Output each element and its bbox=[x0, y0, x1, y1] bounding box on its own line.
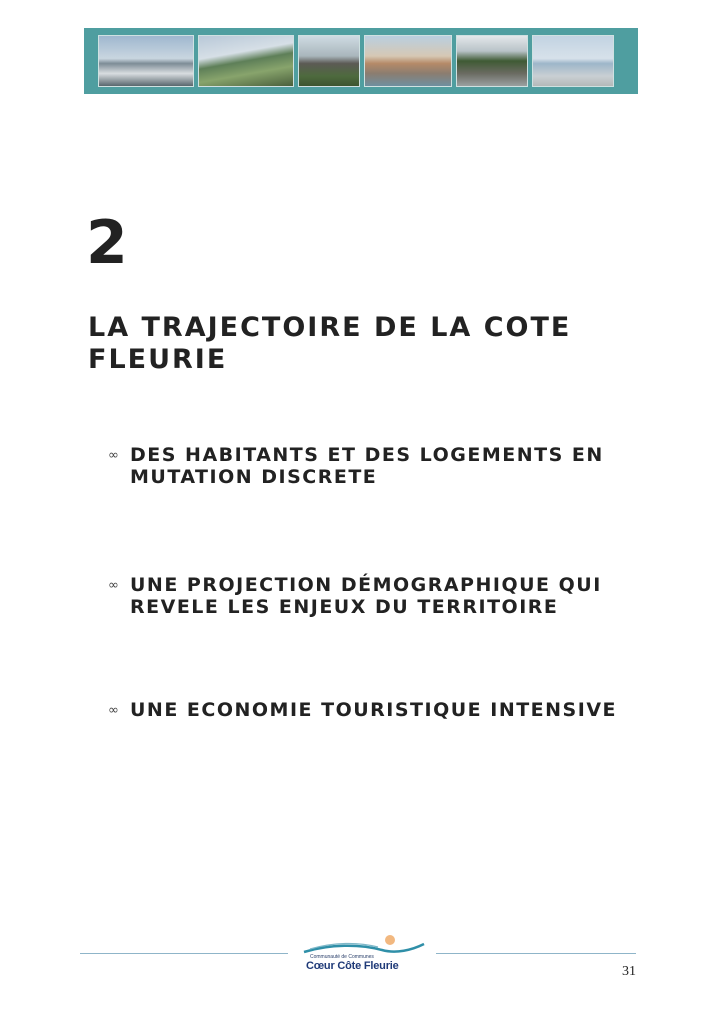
topic-text: DES HABITANTS ET DES LOGEMENTS EN MUTATION DISCRETE bbox=[130, 444, 604, 488]
footer-divider-right bbox=[436, 953, 636, 954]
town-photo bbox=[364, 35, 452, 87]
photo-banner bbox=[84, 28, 638, 94]
topic-item bbox=[108, 574, 648, 618]
logo-subtitle: Communauté de Communes bbox=[310, 954, 374, 960]
cottage-photo bbox=[456, 35, 528, 87]
beach-photo bbox=[532, 35, 614, 87]
page-number: 31 bbox=[622, 964, 636, 979]
villa-photo bbox=[298, 35, 360, 87]
infinity-bullet-icon: ∞ bbox=[108, 578, 119, 593]
chapter-title: LA TRAJECTOIRE DE LA COTE FLEURIE bbox=[88, 312, 572, 375]
chapter-number: 2 bbox=[86, 208, 130, 278]
coeur-cote-fleurie-logo bbox=[300, 932, 428, 976]
topic-item bbox=[108, 699, 648, 722]
topic-item bbox=[108, 444, 648, 488]
topic-text: UNE PROJECTION DÉMOGRAPHIQUE QUI REVELE LES ENJEUX DU TERRITOIRE bbox=[130, 574, 602, 618]
harbour-photo bbox=[98, 35, 194, 87]
infinity-bullet-icon: ∞ bbox=[108, 448, 119, 463]
infinity-bullet-icon: ∞ bbox=[108, 703, 119, 718]
logo-name: Cœur Côte Fleurie bbox=[306, 960, 399, 972]
coastline-photo bbox=[198, 35, 294, 87]
footer-divider-left bbox=[80, 953, 288, 954]
topic-text: UNE ECONOMIE TOURISTIQUE INTENSIVE bbox=[130, 699, 617, 721]
